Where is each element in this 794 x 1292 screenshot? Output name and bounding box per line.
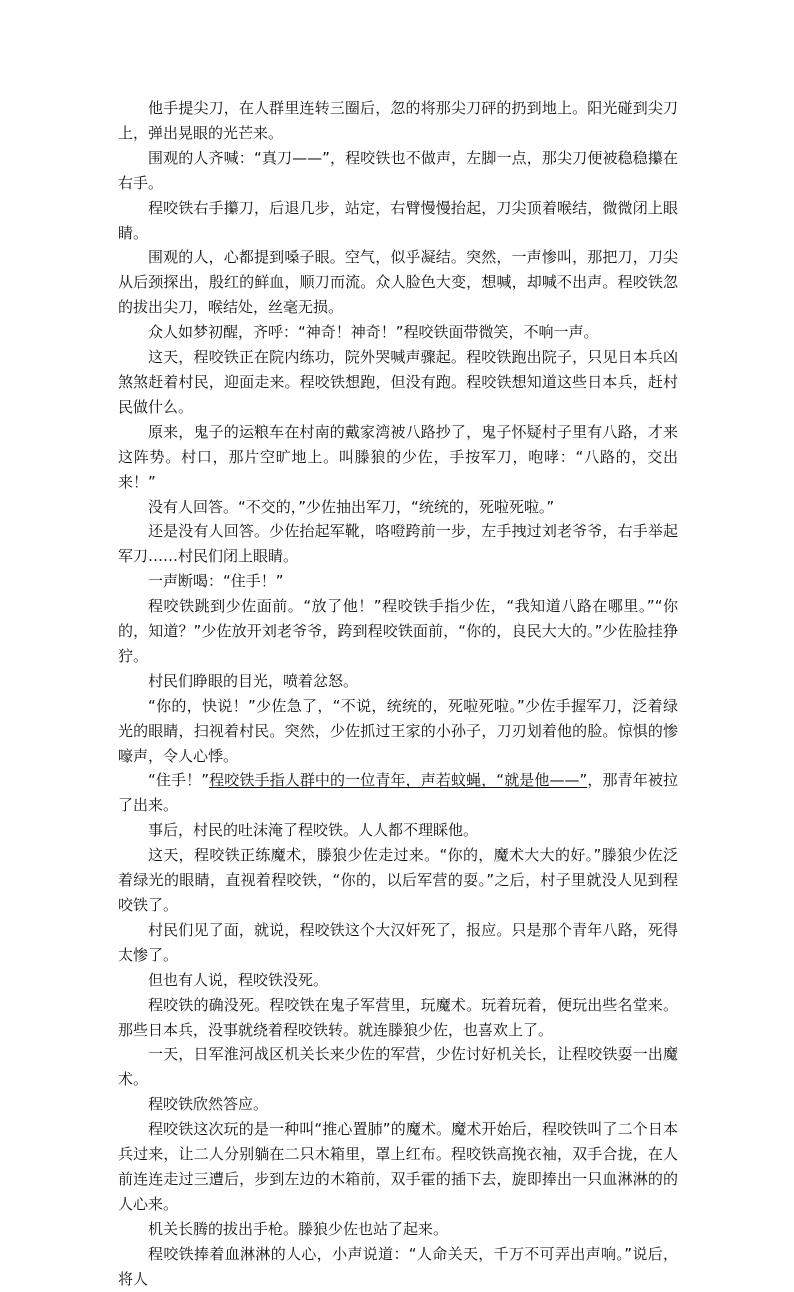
underlined-paragraph-after: ，那青年被拉了出来。 [118,771,678,815]
paragraph-9: 还是没有人回答。少佐抬起军靴，咯噔跨前一步，左手拽过刘老爷爷，右手举起军刀……村民们闭上眼睛。 [118,522,678,566]
paragraph-5: 众人如梦初醒，齐呼：“神奇！神奇！”程咬铁面带微笑，不响一声。 [148,323,599,342]
story-page [118,96,678,1292]
paragraph-22: 程咬铁这次玩的是一种叫“推心置肺”的魔术。魔术开始后，程咬铁叫了二个日本兵过来，让二人分别躺在二只木箱里，罩上红布。程咬铁高挽衣袖，双手合拢，在人前连连走过三遭后，步到左边的木箱前，双手霍的插下去，旋即捧出一只血淋淋的的人心来。 [118,1120,678,1213]
underlined-paragraph-before: “住手！” [148,771,210,790]
paragraph-13: “你的，快说！”少佐急了，“不说，统统的，死啦死啦。”少佐手握军刀，泛着绿光的眼睛，扫视着村民。突然，少佐抓过王家的小孙子，刀刃划着他的脸。惊惧的惨嚎声，令人心悸。 [118,696,678,765]
paragraph-12: 村民们睁眼的目光，喷着忿怒。 [148,671,359,690]
paragraph-18: 但也有人说，程咬铁没死。 [148,970,329,989]
paragraph-1: 他手提尖刀，在人群里连转三圈后，忽的将那尖刀砰的扔到地上。阳光碰到尖刀上，弹出晃眼的光芒来。 [118,99,678,142]
paragraph-6: 这天，程咬铁正在院内练功，院外哭喊声骤起。程咬铁跑出院子，只见日本兵凶煞煞赶着村民，迎面走来。程咬铁想跑，但没有跑。程咬铁想知道这些日本兵，赶村民做什么。 [118,348,678,416]
underlined-sentence: 程咬铁手指人群中的一位青年，声若蚊蝇，“就是他——” [209,771,588,790]
paragraph-15: 事后，村民的吐沫淹了程咬铁。人人都不理睬他。 [148,821,479,840]
paragraph-3: 程咬铁右手攥刀，后退几步，站定，右臂慢慢抬起，刀尖顶着喉结，微微闭上眼睛。 [118,198,678,242]
paragraph-19: 程咬铁的确没死。程咬铁在鬼子军营里，玩魔术。玩着玩着，便玩出些名堂来。那些日本兵，没事就绕着程咬铁转。就连滕狼少佐，也喜欢上了。 [118,995,678,1039]
paragraph-7: 原来，鬼子的运粮车在村南的戴家湾被八路抄了，鬼子怀疑村子里有八路，才来这阵势。村口，那片空旷地上。叫滕狼的少佐，手按军刀，咆哮：“八路的，交出来！” [118,422,678,491]
paragraph-20: 一天，日军淮河战区机关长来少佐的军营，少佐讨好机关长，让程咬铁耍一出魔术。 [118,1045,678,1089]
paragraph-16: 这天，程咬铁正练魔术，滕狼少佐走过来。“你的，魔术大大的好。”滕狼少佐泛着绿光的眼睛，直视着程咬铁，“你的，以后军营的耍。”之后，村子里就没人见到程咬铁了。 [118,846,678,914]
paragraph-21: 程咬铁欣然答应。 [148,1095,269,1114]
paragraph-17: 村民们见了面，就说，程咬铁这个大汉奸死了，报应。只是那个青年八路，死得太惨了。 [118,920,678,964]
underlined-paragraph [118,768,678,818]
paragraph-24: 程咬铁捧着血淋淋的人心，小声说道：“人命关天，千万不可弄出声响。”说后，将人 [118,1244,678,1288]
paragraph-10: 一声断喝：“住手！” [148,572,284,591]
paragraph-8: 没有人回答。“不交的，”少佐抽出军刀，“统统的，死啦死啦。” [148,497,555,516]
paragraph-4: 围观的人，心都提到嗓子眼。空气，似乎凝结。突然，一声惨叫，那把刀，刀尖从后颈探出，殷红的鲜血，顺刀而流。众人脸色大变，想喊，却喊不出声。程咬铁忽的拔出尖刀，喉结处，丝毫无损。 [118,248,678,317]
paragraph-2: 围观的人齐喊：“真刀——”，程咬铁也不做声，左脚一点，那尖刀便被稳稳攥在右手。 [118,148,678,192]
paragraph-11: 程咬铁跳到少佐面前。“放了他！”程咬铁手指少佐，“我知道八路在哪里。”“你的，知道？”少佐放开刘老爷爷，跨到程咬铁面前，“你的，良民大大的。”少佐脸挂狰狞。 [118,597,678,665]
paragraph-23: 机关长腾的拔出手枪。滕狼少佐也站了起来。 [148,1219,449,1238]
